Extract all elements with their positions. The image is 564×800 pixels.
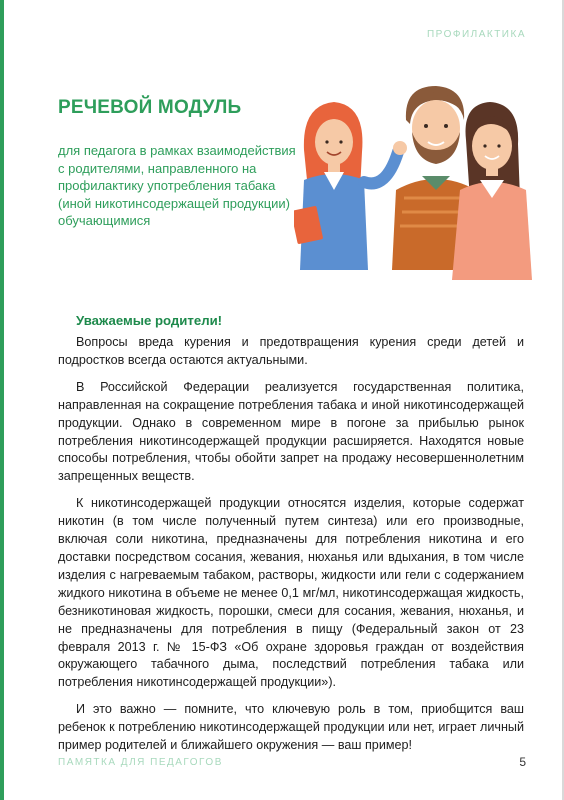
- greeting-heading: Уважаемые родители!: [76, 313, 223, 328]
- woman-right-figure: [452, 102, 532, 280]
- body-text: [58, 334, 524, 764]
- paragraph: Вопросы вреда курения и предотвращения курения среди детей и подростков всегда остаются актуальными.: [58, 335, 524, 367]
- woman-left-figure: [294, 102, 407, 270]
- module-subtitle: для педагога в рамках взаимодействия с родителями, направленного на профилактику употребления табака (иной никотинсодержащей продукции) обучающимися: [58, 143, 296, 229]
- paragraph: К никотинсодержащей продукции относятся изделия, которые содержат никотин (в том числе полученный путем синтеза) или его производные, включая соли никотина, предназначены для потребления никотина и его доставки посредством сосания, жевания, нюханья или вдыхания, в том числе изделия с нагреваемым табаком, растворы, жидкости или гели с содержанием жидкого никотина в объеме не менее 0,1 мг/мл, никотинсодержащая жидкость, безникотиновая жидкость, порошки, смеси для сосания, жевания, нюханья, и не предназначены для потребления в пищу (Федеральный закон от 23 февраля 2013 г. № 15-ФЗ «Об охране здоровья граждан от воздействия окружающего табачного дыма, последствий потребления табака или потребления никотинсодержащей продукции»).: [58, 496, 524, 690]
- footer-title: ПАМЯТКА ДЛЯ ПЕДАГОГОВ: [58, 757, 223, 768]
- paragraph: И это важно — помните, что ключевую роль в том, приобщится ваш ребенок к потреблению никотинсодержащей продукции или нет, играет личный пример родителей и ближайшего окружения — ваш пример!: [58, 702, 524, 753]
- three-people-illustration: [294, 80, 534, 280]
- paragraph: В Российской Федерации реализуется государственная политика, направленная на сокращение потребления табака и иной никотинсодержащей продукции. Однако в современном мире в погоне за прибылью рынок потребления никотинсодержащей продукции расширяется. Находятся новые способы потребления, чтобы обойти запрет на продажу несовершеннолетним запрещенных веществ.: [58, 379, 524, 484]
- page-number: 5: [519, 755, 526, 769]
- module-title: РЕЧЕВОЙ МОДУЛЬ: [58, 97, 242, 118]
- running-header: ПРОФИЛАКТИКА: [426, 29, 526, 40]
- left-accent-stripe: [0, 0, 4, 800]
